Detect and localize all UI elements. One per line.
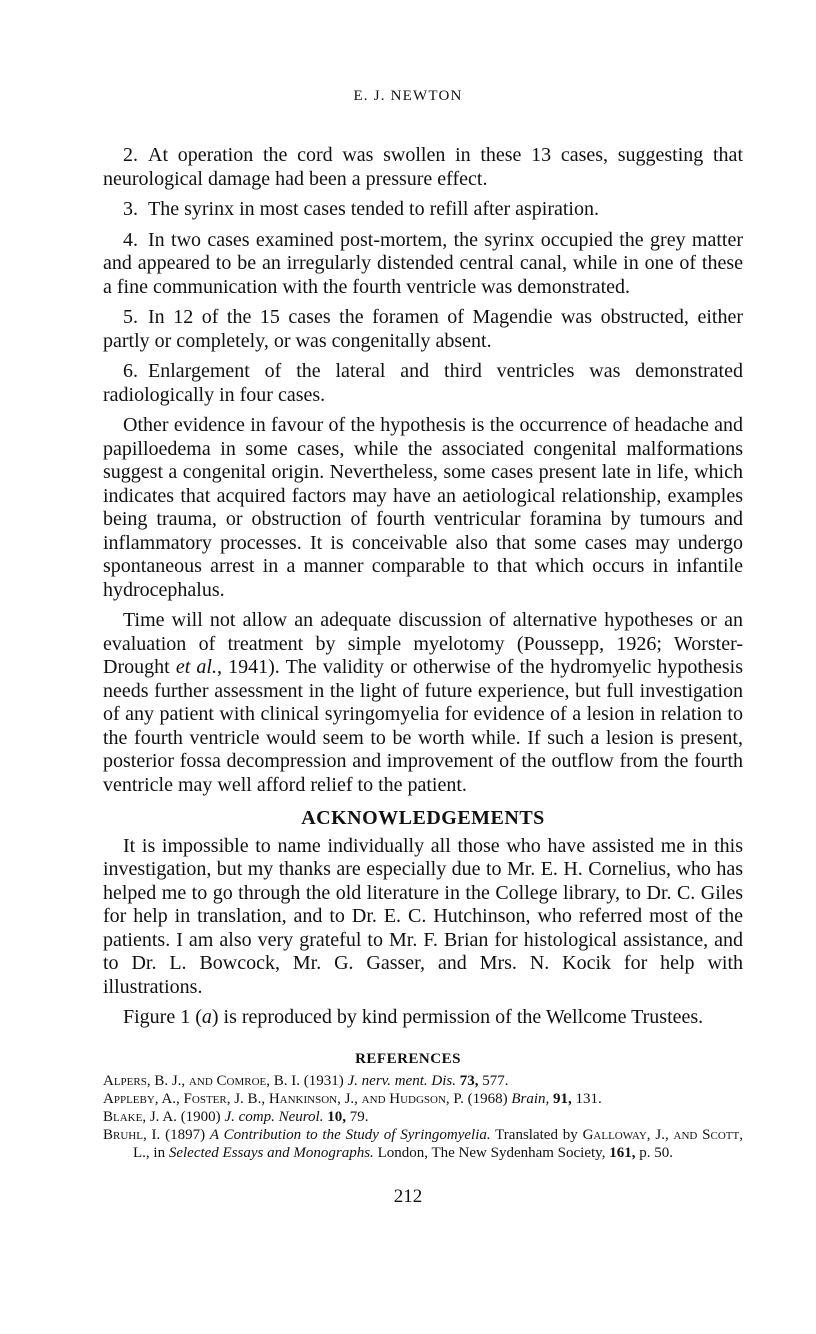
ref-translators: Galloway, J., and Scott, L. <box>133 1127 743 1161</box>
page-number: 212 <box>393 1186 423 1207</box>
ref-volume: 91, <box>549 1091 572 1107</box>
reference-entry <box>103 1090 743 1108</box>
reference-entry <box>103 1126 743 1162</box>
ref-journal: Brain, <box>511 1091 550 1107</box>
figure-note-text: ) is reproduced by kind permission of the Wellcome Trustees. <box>211 1006 704 1028</box>
ref-pages: p. 50. <box>635 1145 673 1161</box>
acknowledgements-heading: ACKNOWLEDGEMENTS <box>301 807 545 829</box>
paragraph-text: , 1941). The validity or otherwise of the hydromyelic hypothesis needs further assessment in the light of future experience, but full investigation of any patient with clinical syringomyelia for evidence of a lesion in relation to the fourth ventricle would seem to be worth while. If such a lesion is present, posterior fossa decompression and improvement of the outflow from the fourth ventricle may well afford relief to the patient. <box>103 656 743 796</box>
list-item: 5. In 12 of the 15 cases the foramen of Magendie was obstructed, either partly or completely, or was congenitally absent. <box>103 306 743 352</box>
ref-authors: Bruhl, I. <box>103 1127 161 1143</box>
ref-authors: Blake, J. A. <box>103 1109 177 1125</box>
ref-journal: J. comp. Neurol. <box>224 1109 324 1125</box>
acknowledgements-text: It is impossible to name individually all those who have assisted me in this investigation, but my thanks are especially due to Mr. E. H. Cornelius, who has helped me to go through the old literature in the College library, to Dr. C. Giles for help in translation, and to Dr. E. C. Hutchinson, who referred most of the patients. I am also very grateful to Mr. F. Brian for histological assistance, and to Dr. L. Bowcock, Mr. G. Gasser, and Mrs. N. Kocik for help with illustrations. <box>103 834 743 998</box>
ref-pages: 577. <box>478 1073 509 1089</box>
figure-permission-note <box>103 1006 743 1030</box>
ref-year: (1968) <box>463 1091 512 1107</box>
et-al: et al. <box>175 656 217 678</box>
list-item: 3. The syrinx in most cases tended to refill after aspiration. <box>123 198 599 220</box>
ref-pages: 131. <box>571 1091 602 1107</box>
references-heading: REFERENCES <box>355 1051 461 1067</box>
list-item: 4. In two cases examined post-mortem, the syrinx occupied the grey matter and appeared to be an irregularly distended central canal, while in one of these a fine communication with the fourth ventricle was demonstrated. <box>103 228 743 298</box>
figure-note-text: Figure 1 ( <box>123 1006 202 1028</box>
ref-year: (1931) <box>300 1073 348 1089</box>
ref-volume: 73, <box>455 1073 479 1089</box>
article-body <box>103 144 743 1037</box>
ref-text: , in <box>145 1145 169 1161</box>
list-item: 6. Enlargement of the lateral and third ventricles was demonstrated radiologically in four cases. <box>103 360 743 406</box>
ref-authors: Appleby, A., Foster, J. B., Hankinson, J., and Hudgson, P. <box>103 1091 464 1107</box>
reference-list <box>103 1072 743 1162</box>
ref-text: Translated by <box>490 1127 583 1143</box>
ref-pages: 79. <box>345 1109 369 1125</box>
running-head: E. J. NEWTON <box>353 88 463 104</box>
paragraph-hypotheses <box>103 609 743 797</box>
ref-publisher: London, The New Sydenham Society, <box>373 1145 610 1161</box>
ref-journal: J. nerv. ment. Dis. <box>347 1073 456 1089</box>
ref-volume: 10, <box>323 1109 346 1125</box>
ref-book: Selected Essays and Monographs. <box>168 1145 374 1161</box>
ref-authors: Alpers, B. J., and Comroe, B. I. <box>103 1073 300 1089</box>
reference-entry <box>103 1072 743 1090</box>
paragraph-evidence: Other evidence in favour of the hypothesis is the occurrence of headache and papilloedema in some cases, while the associated congenital malformations suggest a congenital origin. Nevertheless, some cases present late in life, which indicates that acquired factors may have an aetiological relationship, examples being trauma, or obstruction of fourth ventricular foramina by tumours and inflammatory processes. It is conceivable also that some cases may undergo spontaneous arrest in a manner comparable to that which occurs in infantile hydrocephalus. <box>103 414 743 601</box>
paragraph-text: Time will not allow an adequate discussion of alternative hypotheses or an evaluation of treatment by simple myelotomy (Poussepp, 1926; Worster-Drought <box>103 609 743 678</box>
list-item: 2. At operation the cord was swollen in these 13 cases, suggesting that neurological damage had been a pressure effect. <box>103 144 743 190</box>
figure-note-letter: a <box>201 1006 212 1028</box>
reference-entry <box>103 1108 743 1126</box>
ref-volume: 161, <box>609 1145 636 1161</box>
ref-year: (1900) <box>176 1109 225 1125</box>
ref-title: A Contribution to the Study of Syringomyelia. <box>209 1127 491 1143</box>
ref-year: (1897) <box>160 1127 210 1143</box>
